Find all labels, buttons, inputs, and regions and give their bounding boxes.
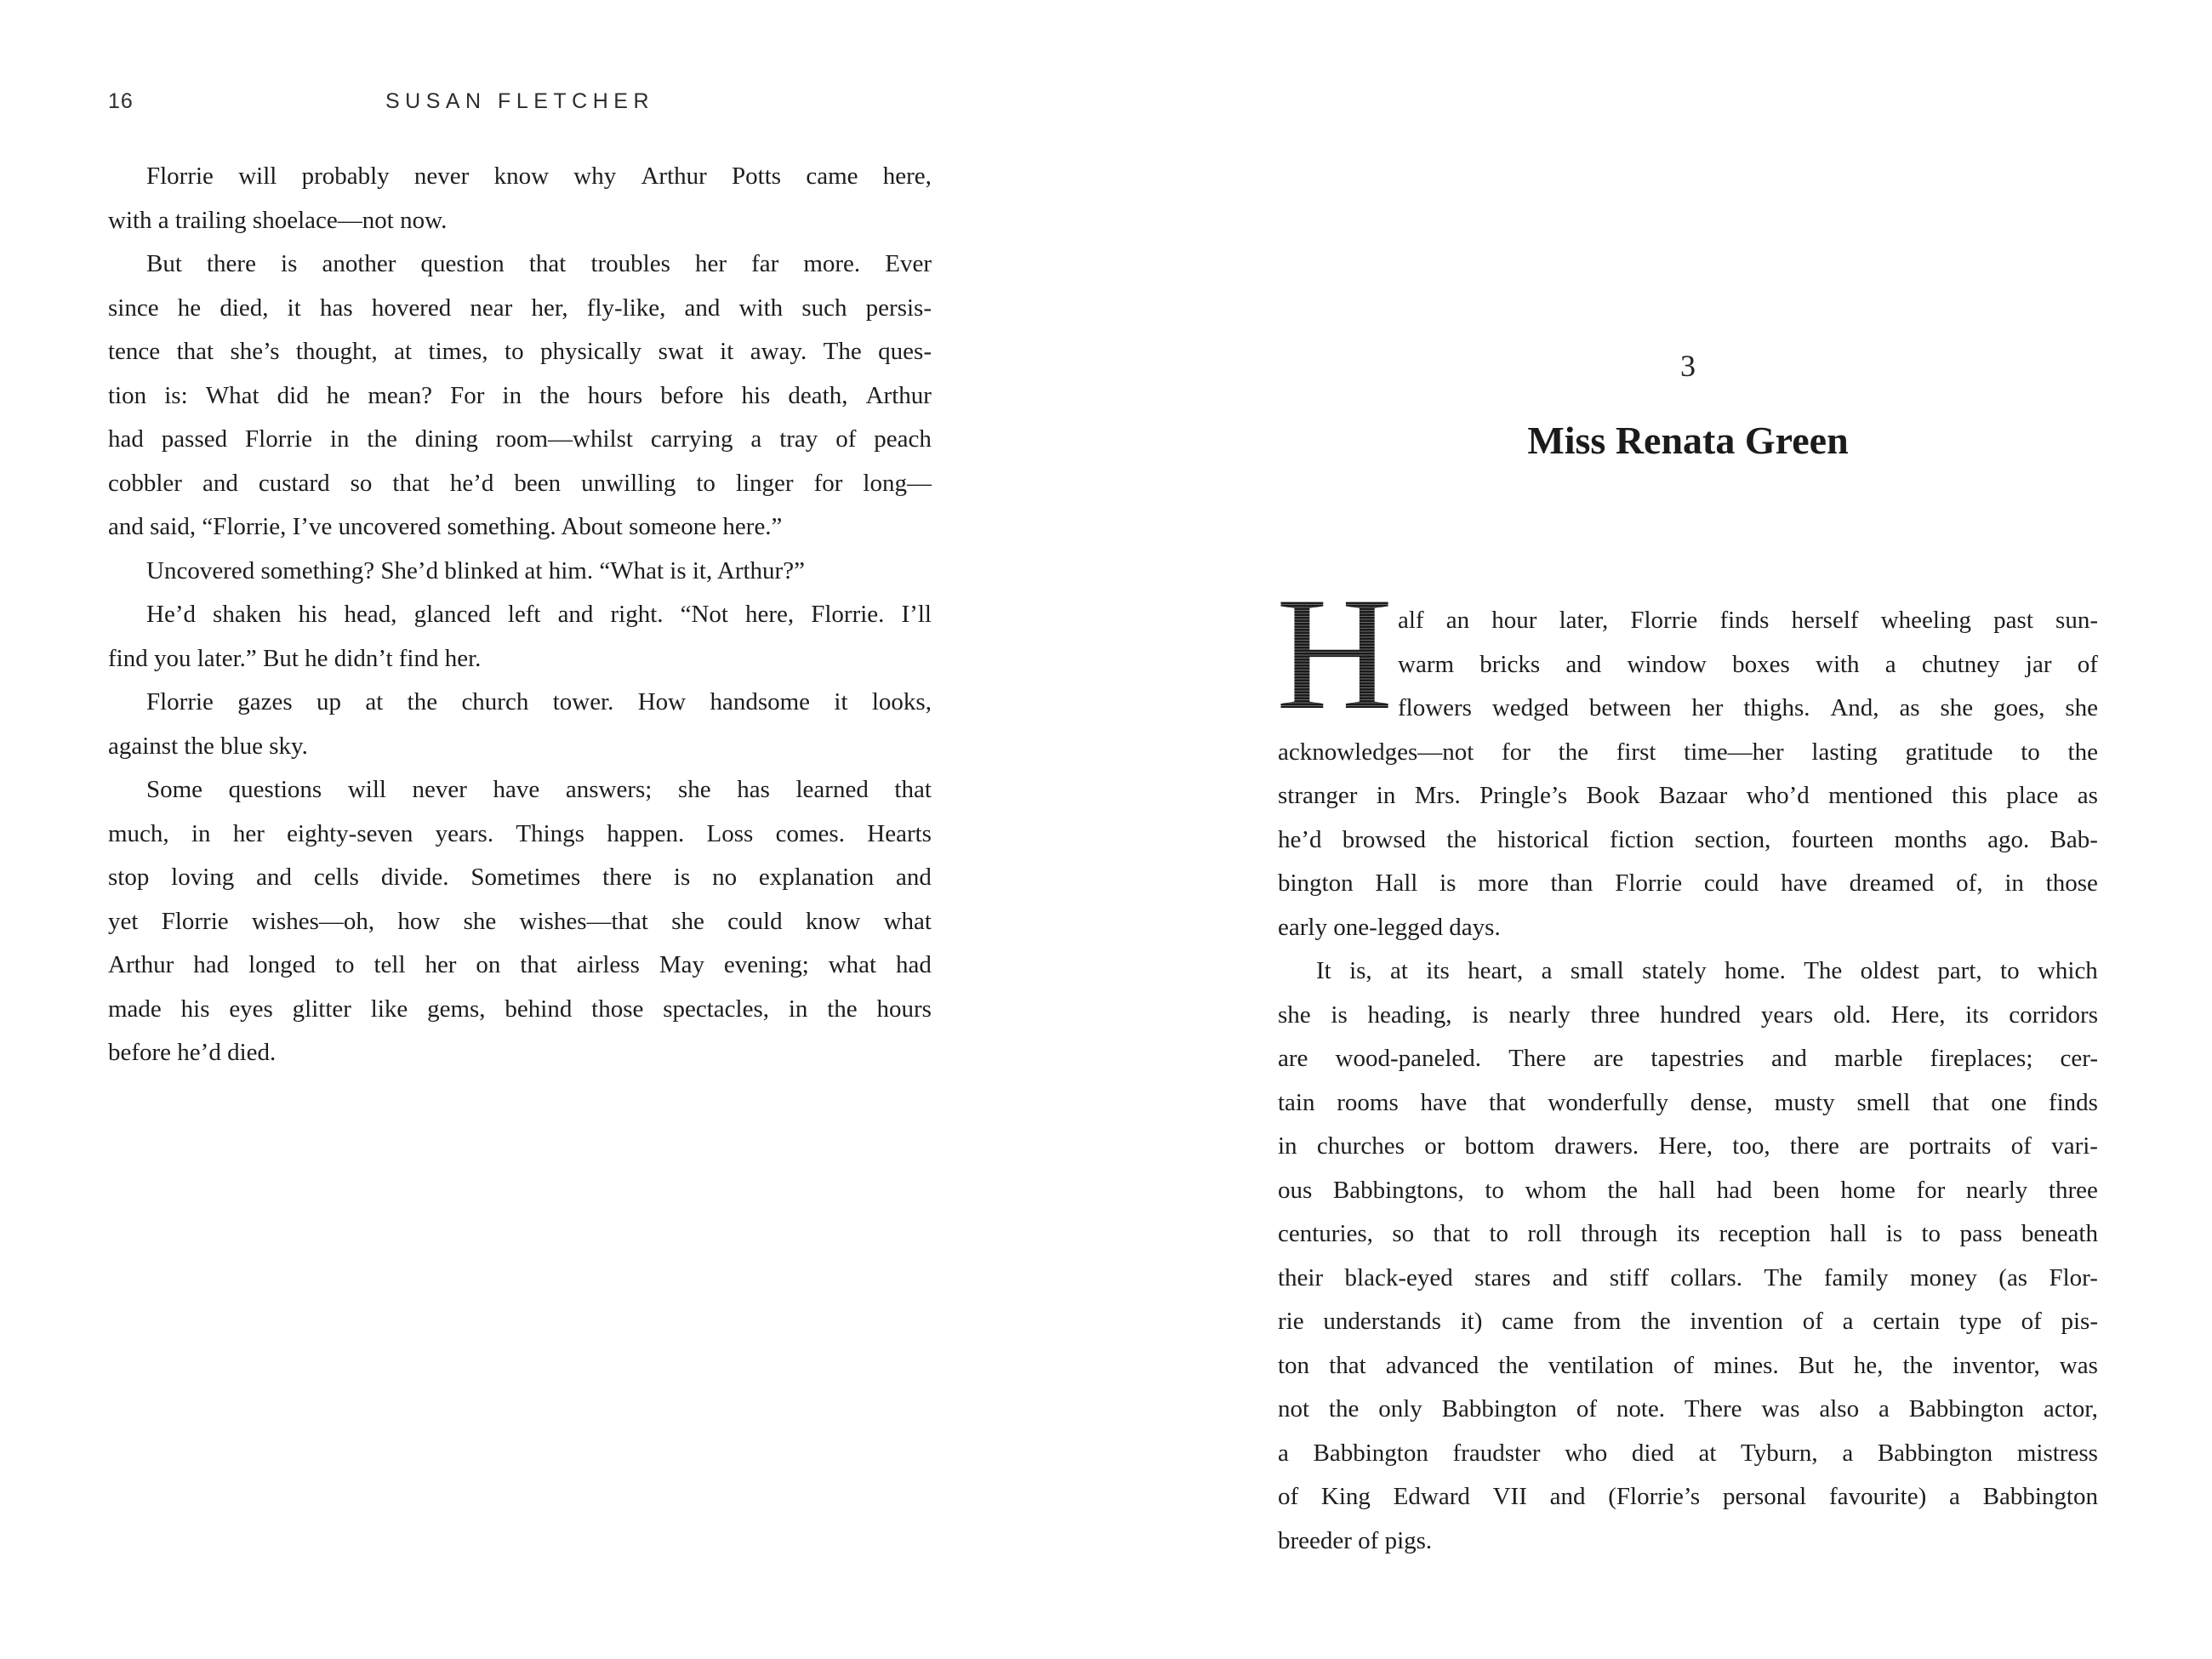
text-line: alf an hour later, Florrie finds herself wheeling past sun- (1398, 607, 2098, 634)
text-line: are wood-paneled. There are tapestries and marble fireplaces; cer- (1278, 1045, 2098, 1072)
text-line: Some questions will never have answers; she has learned that (146, 776, 932, 803)
text-line: flowers wedged between her thighs. And, as she goes, she (1398, 694, 2098, 721)
text-line: against the blue sky. (108, 732, 308, 760)
text-line: But there is another question that troubles her far more. Ever (146, 250, 932, 277)
text-line: he’d browsed the historical fiction section, fourteen months ago. Bab- (1278, 825, 2098, 853)
text-line: much, in her eighty-seven years. Things happen. Loss comes. Hearts (108, 819, 932, 847)
text-line: warm bricks and window boxes with a chutney jar of (1398, 650, 2098, 678)
text-line: Florrie will probably never know why Arthur Potts came here, (146, 162, 932, 190)
text-line: ton that advanced the ventilation of mines. But he, the inventor, was (1278, 1351, 2098, 1379)
text-line: Florrie gazes up at the church tower. How handsome it looks, (146, 688, 932, 715)
chapter-title: Miss Renata Green (1527, 419, 1849, 462)
text-line: cobbler and custard so that he’d been unwilling to linger for long— (108, 469, 932, 497)
text-line: centuries, so that to roll through its reception hall is to pass beneath (1278, 1220, 2098, 1247)
text-line: yet Florrie wishes—oh, how she wishes—that she could know what (108, 907, 932, 935)
text-line: of King Edward VII and (Florrie’s personal favourite) a Babbington (1278, 1483, 2098, 1510)
right-page-body-text (1276, 565, 2098, 1563)
text-line: in churches or bottom drawers. Here, too, there are portraits of vari- (1278, 1132, 2098, 1160)
text-line: with a trailing shoelace—not now. (108, 206, 448, 234)
running-header (108, 88, 932, 116)
text-line: acknowledges—not for the first time—her lasting gratitude to the (1278, 738, 2098, 766)
text-line: made his eyes glitter like gems, behind those spectacles, in the hours (108, 995, 932, 1023)
text-line: It is, at its heart, a small stately home. The oldest part, to which (1316, 957, 2098, 984)
text-line: and said, “Florrie, I’ve uncovered something. About someone here.” (108, 513, 783, 540)
text-line: early one-legged days. (1278, 913, 1501, 941)
text-line: their black-eyed stares and stiff collars. The family money (as Flor- (1278, 1263, 2098, 1291)
text-line: stop loving and cells divide. Sometimes there is no explanation and (108, 864, 932, 891)
text-line: ous Babbingtons, to whom the hall had been home for nearly three (1278, 1176, 2098, 1204)
text-line: a Babbington fraudster who died at Tyburn, a Babbington mistress (1278, 1439, 2098, 1467)
chapter-number: 3 (1680, 349, 1696, 383)
text-line: tion is: What did he mean? For in the hours before his death, Arthur (108, 381, 932, 409)
text-line: tain rooms have that wonderfully dense, musty smell that one finds (1278, 1088, 2098, 1116)
text-line: had passed Florrie in the dining room—whilst carrying a tray of peach (108, 425, 932, 453)
text-line: tence that she’s thought, at times, to physically swat it away. The ques- (108, 338, 932, 365)
running-header-author: SUSAN FLETCHER (385, 89, 655, 113)
text-line: breeder of pigs. (1278, 1526, 1433, 1554)
text-line: she is heading, is nearly three hundred years old. Here, its corridors (1278, 1001, 2098, 1029)
text-line: since he died, it has hovered near her, fly-like, and with such persis- (108, 294, 932, 322)
text-line: He’d shaken his head, glanced left and right. “Not here, Florrie. I’ll (146, 601, 932, 628)
text-line: find you later.” But he didn’t find her. (108, 644, 482, 672)
page-number: 16 (108, 89, 134, 113)
text-line: before he’d died. (108, 1039, 276, 1066)
text-line: stranger in Mrs. Pringle’s Book Bazaar who’d mentioned this place as (1278, 782, 2098, 809)
dropcap-letter: H (1276, 565, 1394, 744)
text-line: not the only Babbington of note. There was also a Babbington actor, (1278, 1395, 2098, 1422)
left-page-body-text (108, 155, 932, 1075)
text-line: Arthur had longed to tell her on that airless May evening; what had (108, 951, 932, 978)
text-line: rie understands it) came from the invention of a certain type of pis- (1278, 1308, 2098, 1335)
text-line: Uncovered something? She’d blinked at him. “What is it, Arthur?” (146, 556, 805, 584)
text-line: bington Hall is more than Florrie could have dreamed of, in those (1278, 869, 2098, 897)
